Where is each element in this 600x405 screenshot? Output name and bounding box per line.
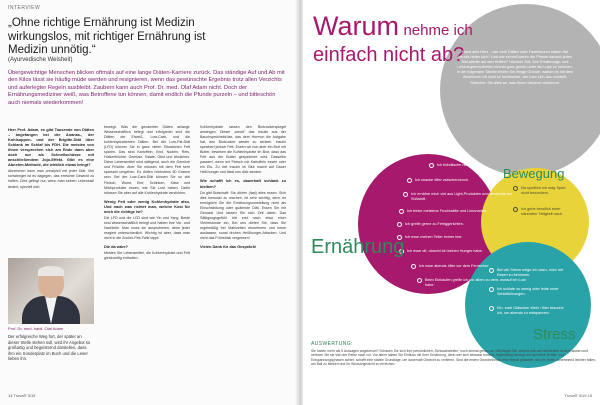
title-part-2: einfach nicht ab? — [313, 44, 465, 66]
article-column-2 — [104, 125, 190, 385]
ernaehrung-item-label: Ich ernähre mich viel aus Light-Produkten und verwende nur Süßstoff. — [411, 192, 513, 201]
checkbox-circle-icon[interactable] — [403, 192, 408, 197]
title-part-1: nehme ich — [403, 22, 473, 39]
page-folio-right: Trova® 3/19 15 — [564, 393, 592, 398]
ernaehrung-item-label: Ich trinke meistens Fruchtsäfte und Limonaden. — [407, 209, 487, 213]
ernaehrung-checklist-item[interactable] — [397, 222, 515, 227]
ernaehrung-item-label: Beim Einkaufen greife ich vor allem zu dem, worauf ich Lust habe. — [425, 278, 526, 287]
stress-item-label: Ich schlafe zu wenig oder leide unter Schlafstörungen. — [497, 287, 559, 296]
checkbox-circle-icon[interactable] — [513, 186, 518, 191]
ernaehrung-item-label: Ich esse abends öfter vor dem Fernseher. — [419, 264, 490, 268]
ernaehrung-checklist-item[interactable] — [399, 209, 517, 214]
interview-question: Vielen Dank für das Gespräch! — [200, 244, 257, 250]
intro-paragraph: Übergewichtige Menschen blicken oftmals auf eine lange Diäten-Karriere zurück. Das ständige Auf und Ab mit den Kilos lässt sie häufig müde werden und resignieren, wenn das gewünschte Ergebnis trotz allen Verzichts und auferlegter Regeln ausbleibt. Zaubern kann auch Prof. Dr. med. Olaf Adam nicht. Doch der Ernährungsmediziner weiß, was Betroffene tun können, damit endlich die Pfunde purzeln – und bitteschön auch niemals wiederkommen! — [8, 70, 285, 106]
label-ernaehrung: Ernährung — [311, 236, 405, 258]
right-page — [303, 0, 600, 405]
bewegung-item-label: Ich gehe beruflich einer sitzenden Tätigkeit nach. — [521, 207, 563, 216]
interview-answer: Abnehmen kann man prinzipiell mit jeder Diät. Viel schwieriger ist es dagegen, das erreichte Gewicht zu halten. Dies gelingt nur, wenn man seinen Lebensstil ändert, speziell sich — [8, 169, 94, 189]
photo-caption-text: Der erfolgreiche Weg fort, der später an dieser Stelle stehen soll, wird ihr Angebot so großartig und begeisternd darstellen, dass ihm ein Sonderplatz im Buch und die Leser lieben ihn. — [8, 334, 91, 362]
ernaehrung-item-label: Ich esse oft, obwohl ich keinen Hunger habe. — [407, 249, 483, 253]
ernaehrung-checklist-item[interactable] — [399, 249, 517, 254]
article-column-3 — [200, 125, 286, 385]
portrait-photo — [8, 258, 94, 324]
ernaehrung-item-label: Ich snacke öfter zwischendurch. — [415, 178, 470, 182]
section-tag: INTERVIEW — [8, 5, 41, 11]
stress-item-label: Ein, zwei Gläschen Wein / Bier brauche ich, um abends zu entspannen. — [497, 306, 564, 315]
bewegung-checklist-item[interactable] — [513, 186, 573, 196]
interview-question: Herr Prof. Adam, es gibt Tausende von Diäten – angefangen bei der Ananas-, der Kohlsuppen- und der Brigitte-Diät über Schlank im Schlaf bis FDH. Die meisten von ihnen versprechen sich am Ende dann aber doch nur als Schnellschüsse mit anschließendem Jojo-Effekt. Gibt es eine Abnehm-Methode, die wirklich etwas bringt? — [8, 127, 94, 168]
ernaehrung-item-label: Ich esse meinen Teller immer leer. — [405, 235, 463, 239]
auswertung-heading: AUSWERTUNG: — [311, 341, 353, 347]
checkbox-circle-icon[interactable] — [489, 287, 494, 292]
headline-quote: „Ohne richtige Ernährung ist Medizin wirkungslos, mit richtiger Ernährung ist Medizin unnötig.“ — [8, 17, 206, 56]
title-word-warum: Warum — [313, 11, 399, 41]
bewegung-checklist-item[interactable] — [513, 207, 573, 217]
auswertung-text: Sie haben mehr als 5 Aussagen angekreuzt? Schauen Sie sich Ihre persönlichen „Schwachstellen“ noch einmal genau an. Überlegen Sie, welche sich am leichtesten ändern lassen und nehmen Sie sie sich der Reihe nach vor. Vor allem haben Sie Einfluss mit Ihrer Ernährung, denn wer sich bewusst ernährt, regelmäßig bewegt und auf seine Schlaf- und Entspannungsphasen achtet, schafft eine stabile Grundlage, um dauerhaft Gewicht zu verlieren. Sind die ersten Gewohnheiten erst einmal geändert, wird es Ihnen zunehmend leichter fallen, am Ball zu bleiben und Ihr Wunschgewicht zu erreichen. — [311, 349, 596, 367]
interview-answer: Kohlenhydrate lassen den Blutzuckerspiegel ansteigen. Dieser „weckt“ das Insulin aus der Bauchspeicheldrüse, das dem Hormon die Aufgabe hat, den Blutzucker wieder zu senken. Insulin speichert jedoch Fett. Essen wir nun aber ein Brot mit Butter, bewirken die Kohlenhydrate im Brot, dass das Fett aus der Butter gespeichert wird. Dasselbe passiert, wenn wir Fleisch mit Kartoffeln essen oder ein Eis. Zu viel Insulin im Blut macht auf Dauer Heißhunger und lässt uns dick werden. — [200, 125, 286, 175]
ernaehrung-item-label: Ich greife gerne zu Fertiggerichten. — [405, 222, 464, 226]
checkbox-circle-icon[interactable] — [429, 163, 434, 168]
ernaehrung-checklist-item[interactable] — [403, 192, 521, 202]
article-column-1 — [8, 125, 94, 255]
checkbox-circle-icon[interactable] — [489, 268, 494, 273]
checkbox-circle-icon[interactable] — [489, 306, 494, 311]
left-page — [0, 0, 297, 405]
checkbox-circle-icon[interactable] — [407, 178, 412, 183]
quote-attribution: (Ayurvedische Weisheit) — [8, 57, 73, 63]
checkbox-circle-icon[interactable] — [397, 222, 402, 227]
interview-answer: Da gibt Botschaft: Sie dürfen (fast) alles essen. Sich dies bewusst zu machen, ist sehr wichtig, denn es ermöglicht Sie die Ernährungsumstellung nicht als Einschränkung oder quälende Diät. Essen Sie mit Genuss! Und lassen Sie sich Zeit dabei. Das Sättigungsgefühl tritt erst nach etwa einer Viertelstunde ein. Bei uns dürfen Sie, dass Sie regelmäßig frei Mahlzeiten einnehmen und keine auslassen, sonst drohen Heißhunger-Attacken. Und nicht das Frühstück vergessen! — [200, 190, 286, 240]
bewegung-item-label: Na sportlich ich mag Sport nicht besonders. — [521, 186, 566, 195]
checkbox-circle-icon[interactable] — [411, 264, 416, 269]
stress-checklist-item[interactable] — [489, 287, 569, 297]
label-bewegung: Bewegung — [503, 166, 565, 181]
stress-checklist-item[interactable] — [489, 268, 569, 278]
interview-answer: bewegt. Was die genannten Diäten anlangt: Wissenschaftlich belegt und erfolgreich sind die Diäten der Eiweiß-, Low-Carb- und die kohlenhydratarmen Diäten. Bei der Low-Fat-Diät (LFD) können Sie in ganz vielen Situationen Fett sparen. Das sind Kartoffeln, Brot, Nudeln, Reis, Hülsenfrüchte, Gemüse, Salate, Obst und ähnliches. Diese Lebensmittel sind sättigend, auch die Gemüse und Früchte. Aber Sie müssen mit dem Fett sehr sparsam umgehen. Es dürfen höchstens 60 Gramm sein. Bei der Low-Carb-Diät können Sie so viel Fleisch, Wurst, Eier, Schinken, Käse und Milchprodukte essen, wie Sie Lust haben. Dafür müssen Sie aber auf alle Kohlenhydrate verzichten. — [104, 125, 190, 195]
stress-item-label: Bei viel Stress neige ich dazu, mich mit Essen zu belohnen. — [497, 268, 563, 277]
stress-checklist-item[interactable] — [489, 306, 569, 316]
ernaehrung-checklist-item[interactable] — [397, 235, 515, 240]
interview-question: Wenig Fett oder wenig Kohlenhydrate also. Und nach was richtet man, welche Kost für mich die richtige ist? — [104, 198, 190, 214]
photo-caption-name: Prof. Dr. med. habil. Olaf Adam — [8, 326, 64, 331]
intro-circle-text: Hand aufs Herz – wie viele Diäten oder Fastenkuren haben Sie bereits hinter sich? Und wie schnell waren die Pfunde danach jedes Mal wieder auf den Hüften? Höchste Zeit, Ihre Ernährungs- und Lebensgewohnheiten einmal ganz genau unter die Lupe zu nehmen. In der folgenden Tabelle finden Sie einige Gründe, warum es mit dem Abnehmen oft nicht so funktioniert, wie man sich das vorstellt. Streichen Sie alles an, was Ihnen bekannt vorkommt. — [456, 50, 574, 85]
label-stress: Stress — [533, 326, 576, 343]
checkbox-circle-icon[interactable] — [399, 209, 404, 214]
interview-answer: Meiden Sie Lebensmittel, die Kohlenhydrate und Fett gleichzeitig enthalten. — [104, 251, 190, 261]
ernaehrung-item-label: Ich bühdlische nie. — [437, 163, 469, 167]
checkbox-circle-icon[interactable] — [513, 207, 518, 212]
interview-question: Wie schafft ich es, dauerhaft schlank zu bleiben? — [200, 178, 286, 189]
checkbox-circle-icon[interactable] — [417, 278, 422, 283]
interview-question: Die da wäre? — [104, 244, 129, 250]
page-folio-left: 14 Trova® 3/19 — [8, 393, 36, 398]
interview-answer: Die LFD und die LCD sind wie Yin und Yang. Beide sind wissenschaftlich belegt und haben ihre Vor- und Nachteile. Man muss sie ausprobieren, denn jeder reagiert unterschiedlich. Wichtig ist aber, dass man nicht in die Zucker-Fett-Falle tappt. — [104, 215, 190, 240]
